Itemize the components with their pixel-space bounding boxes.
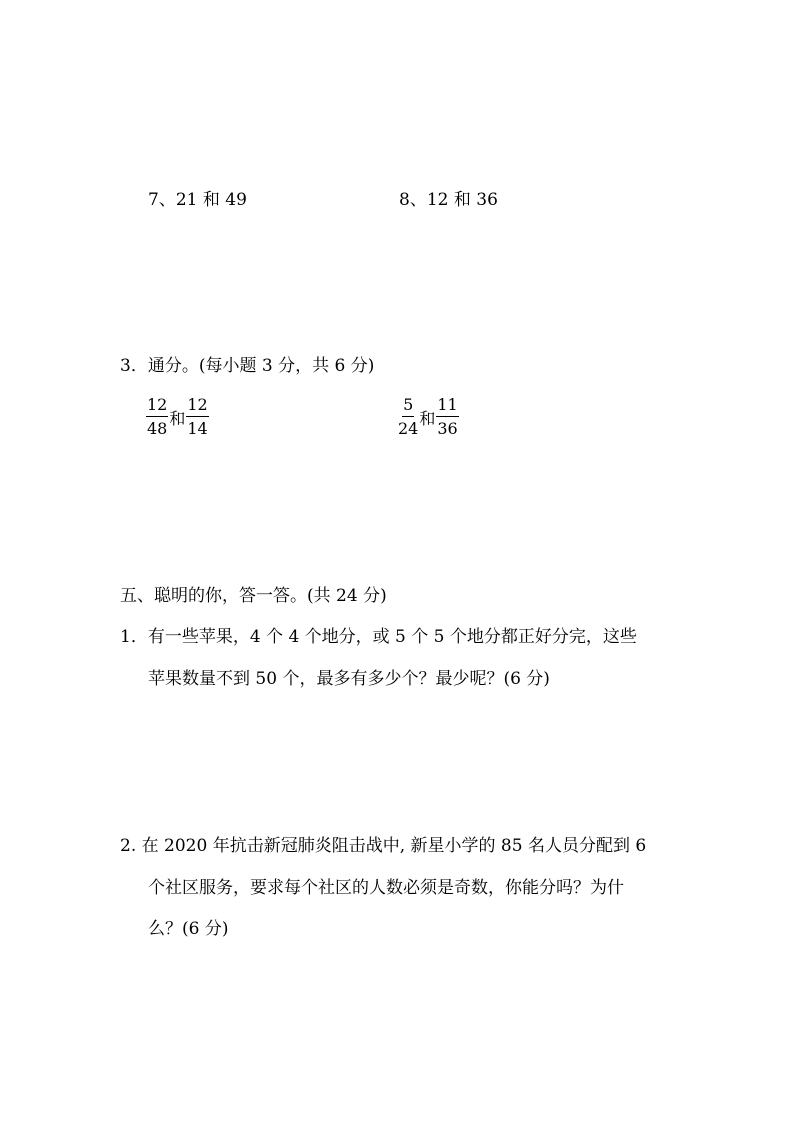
fraction-11-36: [436, 397, 458, 437]
fraction-12-48: [146, 397, 168, 437]
fraction-pair-2: [398, 397, 459, 437]
denominator: 48: [147, 419, 168, 438]
conjunction: 和: [419, 408, 436, 428]
section-5-title: 五、聪明的你，答一答。(共 24 分): [120, 586, 387, 606]
word-problem-2-line-1: 2. 在 2020 年抗击新冠肺炎阻击战中, 新星小学的 85 名人员分配到 6: [120, 836, 647, 856]
conjunction: 和: [169, 408, 186, 428]
denominator: 14: [187, 419, 208, 438]
problem-8: 8、12 和 36: [399, 190, 498, 210]
word-problem-2-line-2: 个社区服务，要求每个社区的人数必须是奇数，你能分吗？为什: [148, 878, 624, 898]
fraction-12-14: [186, 397, 208, 437]
fraction-pair-1: [146, 397, 209, 437]
numerator: 12: [186, 397, 208, 417]
section-3-title: 3．通分。(每小题 3 分，共 6 分): [120, 356, 375, 376]
fraction-5-24: [398, 397, 418, 437]
numerator: 5: [402, 397, 414, 417]
word-problem-2-line-3: 么？(6 分): [148, 919, 229, 939]
numerator: 11: [436, 397, 458, 417]
word-problem-1-line-1: 1．有一些苹果，4 个 4 个地分，或 5 个 5 个地分都正好分完，这些: [120, 627, 637, 647]
problem-7: 7、21 和 49: [148, 190, 247, 210]
word-problem-1-line-2: 苹果数量不到 50 个，最多有多少个？最少呢？(6 分): [148, 669, 550, 689]
denominator: 36: [437, 419, 458, 438]
denominator: 24: [398, 419, 419, 438]
numerator: 12: [146, 397, 168, 417]
